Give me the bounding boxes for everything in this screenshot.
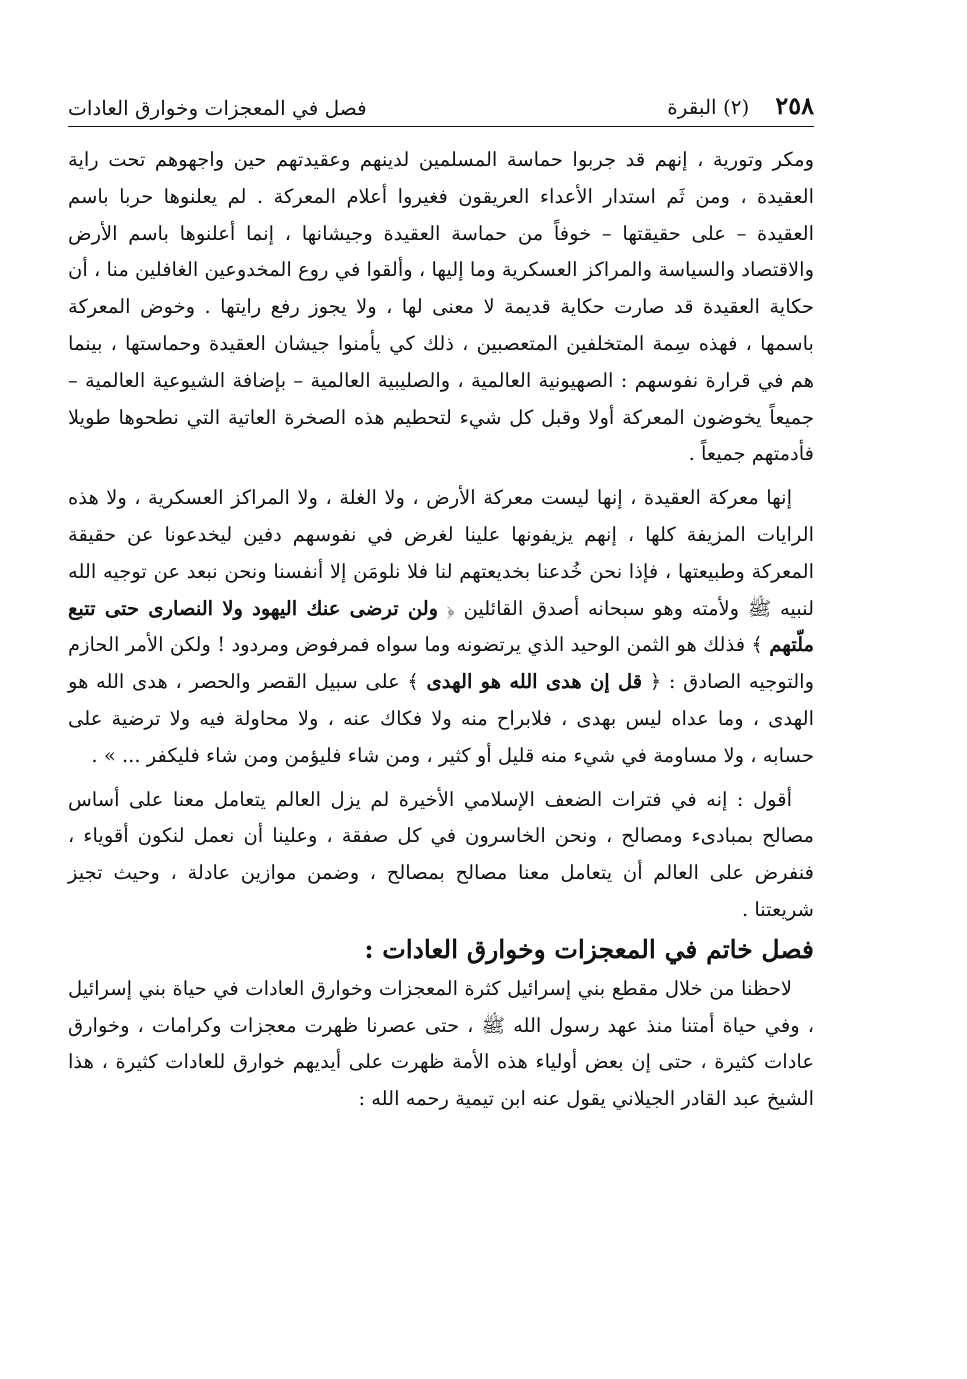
- paragraph-2-part-3: ﴾ على سبيل القصر والحصر ، هدى الله هو الهدى ، وما عداه ليس بهدى ، فلابراح منه ولا فكاك عنه ، ولا محاولة فيه ولا ترضية على حسابه ، ولا مساومة في شيء منه قليل أو كثير ، ومن شاء فليؤمن ومن شاء فليكفر ... » .: [68, 670, 814, 767]
- paragraph-2: [68, 480, 814, 774]
- header-right-group: [667, 91, 814, 120]
- quran-verse-1: ولن ترضى عنك اليهود ولا النصارى حتى تتبع ملّتهم: [68, 596, 815, 657]
- header-rule: [68, 126, 814, 127]
- paragraph-2-part-2: ﴾ فذلك هو الثمن الوحيد الذي يرتضونه وما سواه فمرفوض ومردود ! ولكن الأمر الحازم والتوجيه الصادق : ﴿: [68, 633, 814, 694]
- page-number: ٢٥٨: [775, 91, 814, 120]
- quran-verse-2: قل إن هدى الله هو الهدى: [426, 670, 643, 694]
- section-heading: فصل خاتم في المعجزات وخوارق العادات :: [364, 934, 814, 964]
- paragraph-1: ومكر وتورية ، إنهم قد جربوا حماسة المسلمين لدينهم وعقيدتهم حين واجهوهم تحت راية العقيدة ، ومن ثَم استدار الأعداء العريقون فغيروا أعلام المعركة . لم يعلنوها حربا باسم العقيدة – على حقيقتها – خوفاً من حماسة العقيدة وجيشانها ، إنما أعلنوها باسم الأرض والاقتصاد والسياسة والمراكز العسكرية وما إليها ، وألقوا في روع المخدوعين الغافلين منا ، أن حكاية العقيدة قد صارت حكاية قديمة لا معنى لها ، ولا يجوز رفع رايتها . وخوض المعركة باسمها ، فهذه سِمة المتخلفين المتعصبين ، ذلك كي يأمنوا جيشان العقيدة وحماستها ، بينما هم في قرارة نفوسهم : الصهيونية العالمية ، والصليبية العالمية – بإضافة الشيوعية العالمية – جميعاً يخوضون المعركة أولا وقبل كل شيء لتحطيم هذه الصخرة العاتية التي نطحوها طويلا فأدمتهم جميعاً .: [68, 148, 814, 466]
- chapter-title: فصل في المعجزات وخوارق العادات: [68, 96, 367, 120]
- paragraph-4: لاحظنا من خلال مقطع بني إسرائيل كثرة المعجزات وخوارق العادات في حياة بني إسرائيل ، وفي حياة أمتنا منذ عهد رسول الله ﷺ ، حتى عصرنا ظهرت معجزات وكرامات ، وخوارق عادات كثيرة ، حتى إن بعض أولياء هذه الأمة ظهرت على أيديهم خوارق للعادات كثيرة ، هذا الشيخ عبد القادر الجيلاني يقول عنه ابن تيمية رحمه الله :: [68, 976, 814, 1111]
- paragraph-3: أقول : إنه في فترات الضعف الإسلامي الأخيرة لم يزل العالم يتعامل معنا على أساس مصالح بمبادىء ومصالح ، ونحن الخاسرون في كل صفقة ، وعلينا أن نعمل لنكون أقوياء ، فنفرض على العالم أن يتعامل معنا مصالح بمصالح ، وضمن موازين عادلة ، وحيث تجيز شريعتنا .: [68, 787, 814, 921]
- running-header: [68, 86, 814, 120]
- paragraph-gap: [68, 473, 814, 480]
- surah-label: (٢) البقرة: [667, 95, 750, 119]
- paragraph-gap: [68, 775, 814, 782]
- paragraph-2-part-1: إنها معركة العقيدة ، إنها ليست معركة الأرض ، ولا الغلة ، ولا المراكز العسكرية ، ولا هذه الرايات المزيفة كلها ، إنهم يزيفونها علينا لغرض في نفوسهم دفين ليخدعونا عن حقيقة المعركة وطبيعتها ، فإذا نحن خُدعنا بخديعتهم لنا فلا نلومَن إلا أنفسنا ونحن نبعد عن توجيه الله لنبيه ﷺ ولأمته وهو سبحانه أصدق القائلين ﴿: [68, 486, 815, 620]
- page-body: [68, 142, 814, 1118]
